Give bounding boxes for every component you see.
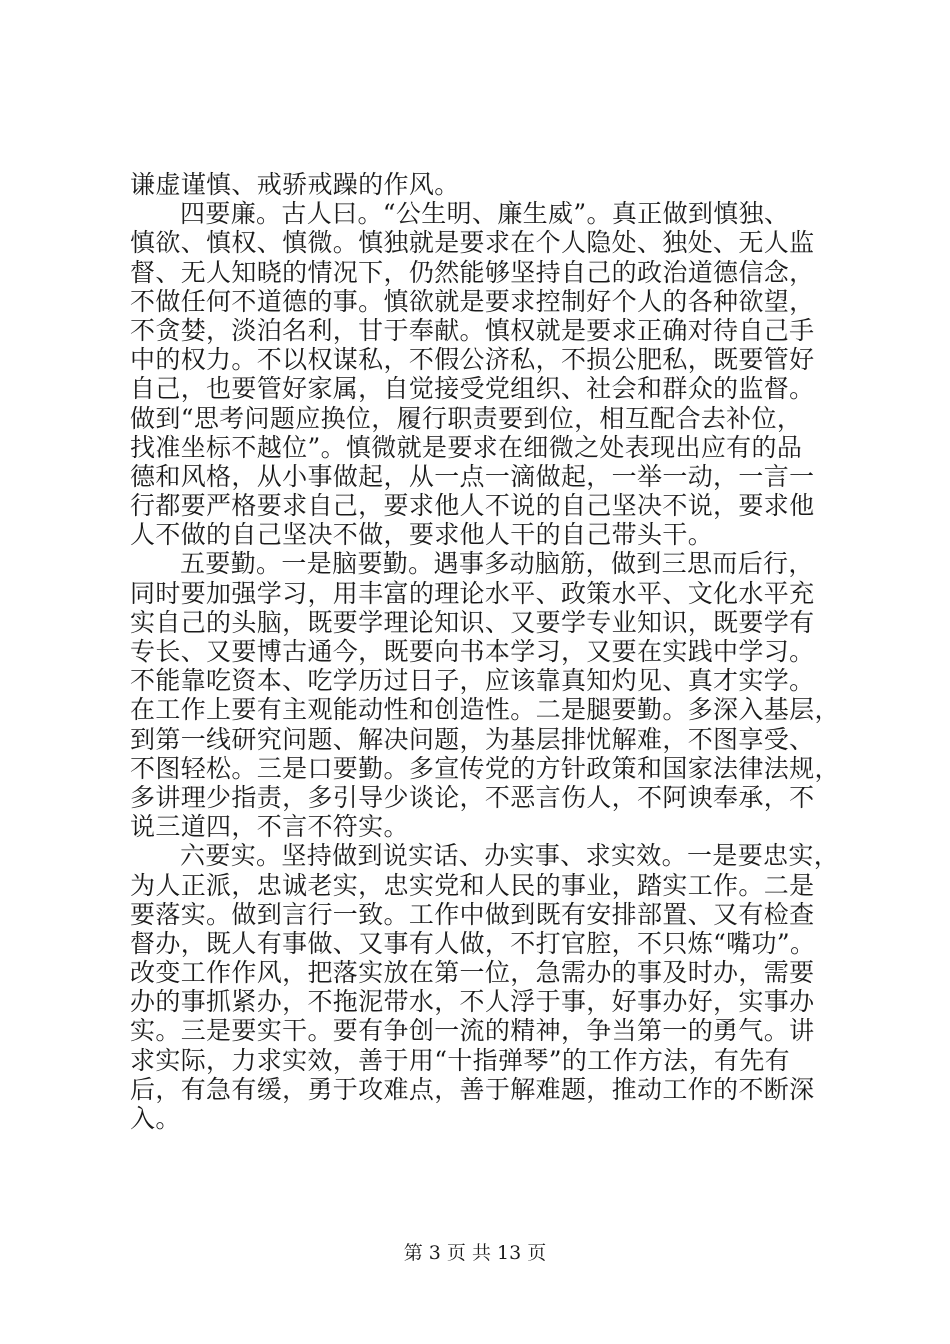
text-line: 人不做的自己坚决不做，要求他人干的自己带头干。: [130, 520, 714, 550]
text-line: 找准坐标不越位”。慎微就是要求在细微之处表现出应有的品: [130, 432, 803, 462]
paragraph: [130, 170, 835, 199]
text-line: 多讲理少指责，多引导少谈论，不恶言伤人，不阿谀奉承，不: [130, 782, 815, 812]
text-line: 中的权力。不以权谋私，不假公济私，不损公肥私，既要管好: [130, 345, 815, 375]
text-line: 实自己的头脑，既要学理论知识、又要学专业知识，既要学有: [130, 607, 815, 637]
text-line: 专长、又要博古通今，既要向书本学习，又要在实践中学习。: [130, 637, 815, 666]
text-line: 谦虚谨慎、戒骄戒躁的作风。: [130, 170, 460, 199]
text-line: 为人正派，忠诚老实，忠实党和人民的事业，踏实工作。二是: [130, 870, 815, 900]
text-line: 入。: [130, 1104, 181, 1133]
text-line: 自己，也要管好家属，自觉接受党组织、社会和群众的监督。: [130, 374, 815, 404]
page-footer: [0, 1238, 950, 1265]
text-line: 在工作上要有主观能动性和创造性。二是腿要勤。多深入基层，: [130, 695, 840, 725]
text-line: 四要廉。古人曰。“公生明、廉生威”。真正做到慎独、: [180, 199, 790, 229]
paragraph: [130, 199, 835, 549]
page-number-label: 第 3 页 共 13 页: [403, 1242, 547, 1264]
text-line: 后，有急有缓，勇于攻难点，善于解难题，推动工作的不断深: [130, 1074, 815, 1104]
text-line: 同时要加强学习，用丰富的理论水平、政策水平、文化水平充: [130, 578, 815, 608]
text-line: 五要勤。一是脑要勤。遇事多动脑筋，做到三思而后行，: [180, 549, 814, 579]
text-line: 行都要严格要求自己，要求他人不说的自己坚决不说，要求他: [130, 491, 815, 521]
paragraph: [130, 841, 840, 1133]
text-line: 督、无人知晓的情况下，仍然能够坚持自己的政治道德信念，: [130, 257, 815, 287]
text-line: 不能靠吃资本、吃学历过日子，应该靠真知灼见、真才实学。: [130, 666, 815, 696]
text-line: 做到“思考问题应换位，履行职责要到位，相互配合去补位，: [130, 403, 803, 433]
text-line: 不做任何不道德的事。慎欲就是要求控制好个人的各种欲望，: [130, 286, 815, 316]
text-line: 六要实。坚持做到说实话、办实事、求实效。一是要忠实，: [180, 841, 840, 871]
text-line: 慎欲、慎权、慎微。慎独就是要求在个人隐处、独处、无人监: [130, 228, 815, 258]
document-body: [130, 170, 840, 1133]
text-line: 实。三是要实干。要有争创一流的精神，争当第一的勇气。讲: [130, 1016, 815, 1046]
text-line: 德和风格，从小事做起，从一点一滴做起，一举一动，一言一: [130, 461, 815, 491]
text-line: 改变工作作风，把落实放在第一位，急需办的事及时办，需要: [130, 958, 815, 988]
text-line: 要落实。做到言行一致。工作中做到既有安排部置、又有检查: [130, 899, 815, 929]
text-line: 不贪婪，淡泊名利，甘于奉献。慎权就是要求正确对待自己手: [130, 315, 815, 345]
text-line: 到第一线研究问题、解决问题，为基层排忧解难，不图享受、: [130, 724, 815, 754]
text-line: 说三道四，不言不符实。: [130, 812, 409, 842]
text-line: 求实际，力求实效，善于用“十指弹琴”的工作方法，有先有: [130, 1045, 791, 1075]
text-line: 办的事抓紧办，不拖泥带水，不人浮于事，好事办好，实事办: [130, 987, 815, 1017]
text-line: 督办，既人有事做、又事有人做，不打官腔，不只炼“嘴功”。: [130, 928, 816, 958]
paragraph: [130, 549, 840, 842]
text-line: 不图轻松。三是口要勤。多宣传党的方针政策和国家法律法规，: [130, 753, 840, 783]
